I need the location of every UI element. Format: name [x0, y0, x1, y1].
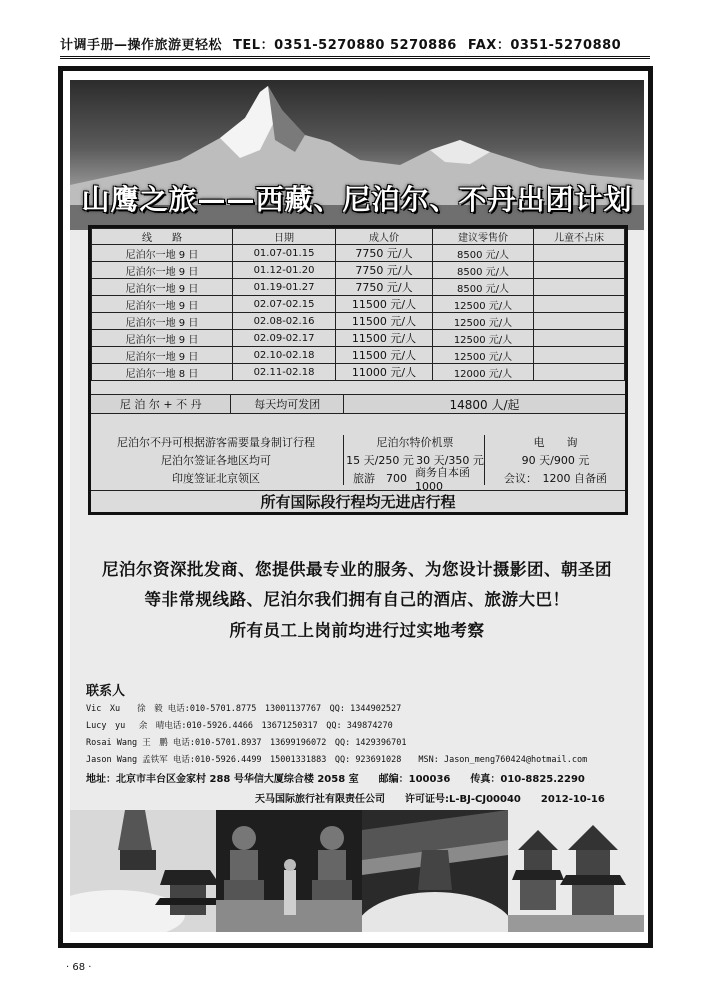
col-header-date: 日期: [233, 229, 336, 245]
schedule-row: [92, 279, 625, 296]
temple-square-photo: [508, 810, 644, 932]
date-cell: 02.09-02.17: [233, 330, 336, 347]
visa-c2-r1: 尼泊尔特价机票: [376, 436, 454, 449]
adult-price-cell: 11500 元/人: [336, 330, 433, 347]
company-line: 天马国际旅行社有限责任公司 许可证号:L-BJ-CJ00040 2012-10-16: [255, 794, 605, 805]
visa-c1-r3: 印度签证北京领区: [172, 472, 260, 485]
col-header-adult-price: 成人价: [336, 229, 433, 245]
no-shopping-note: 所有国际段行程均无进店行程: [91, 490, 625, 513]
visa-c4-r3: 会议： 1200 自备函: [504, 472, 607, 485]
schedule-row: [92, 245, 625, 262]
contact-person: Rosai Wang 王 鹏 电话:010-5701.8937 13699196072 QQ: 1429396701: [86, 738, 407, 748]
visa-col-4: [486, 433, 625, 487]
adult-price-cell: 11500 元/人: [336, 296, 433, 313]
promo-line-3: 所有员工上岗前均进行过实地考察: [229, 621, 485, 640]
page-header: [60, 34, 650, 59]
adult-price-cell: 11500 元/人: [336, 347, 433, 364]
retail-price-cell: 8500 元/人: [433, 245, 534, 262]
visa-section: [91, 433, 625, 493]
date-cell: 02.10-02.18: [233, 347, 336, 364]
adult-price-cell: 11000 元/人: [336, 364, 433, 381]
route-cell: 尼泊尔一地 8 日: [92, 364, 233, 381]
header-tel: TEL：0351-5270880 5270886: [233, 38, 457, 53]
contact-person: Jason Wang 孟铁军 电话:010-5926.4499 15001331883 QQ: 923691028 MSN: Jason_meng760424@hotmail.com: [86, 755, 588, 765]
visa-c1-r2: 尼泊尔签证各地区均可: [161, 454, 271, 467]
stupa-photo: [70, 810, 216, 932]
visa-col-3: [415, 433, 485, 493]
schedule-header-row: [92, 229, 625, 245]
prayer-wheels-photo: [362, 810, 508, 932]
page-number: · 68 ·: [66, 962, 92, 973]
schedule-row: [92, 296, 625, 313]
child-price-cell: [534, 364, 625, 381]
ad-panel: [70, 80, 644, 932]
col-header-child-price: 儿童不占床: [534, 229, 625, 245]
child-price-cell: [534, 296, 625, 313]
retail-price-cell: 8500 元/人: [433, 262, 534, 279]
schedule-row: [92, 313, 625, 330]
col-header-retail-price: 建议零售价: [433, 229, 534, 245]
visa-c1-r1: 尼泊尔不丹可根据游客需要量身制订行程: [117, 436, 315, 449]
route-cell: 尼泊尔一地 9 日: [92, 245, 233, 262]
date-cell: 02.07-02.15: [233, 296, 336, 313]
child-price-cell: [534, 330, 625, 347]
adult-price-cell: 7750 元/人: [336, 262, 433, 279]
date-cell: 01.12-01.20: [233, 262, 336, 279]
header-fax: FAX：0351-5270880: [467, 38, 622, 53]
hero-banner: [70, 80, 644, 230]
retail-price-cell: 8500 元/人: [433, 279, 534, 296]
col-header-route: 线 路: [92, 229, 233, 245]
adult-price-cell: 7750 元/人: [336, 279, 433, 296]
child-price-cell: [534, 279, 625, 296]
visa-c4-r1: 电 询: [533, 436, 578, 449]
header-slogan: 计调手册—操作旅游更轻松: [60, 38, 223, 53]
contact-person: Lucy yu 余 晴电话:010-5926.4466 13671250317 QQ: 349874270: [86, 721, 393, 731]
retail-price-cell: 12500 元/人: [433, 347, 534, 364]
visa-c3-r3: 商务自本函 1000: [415, 465, 481, 493]
schedule-row: [92, 330, 625, 347]
child-price-cell: [534, 347, 625, 364]
schedule-box: [88, 225, 628, 515]
route-cell: 尼泊尔一地 9 日: [92, 347, 233, 364]
visa-divider: [343, 435, 344, 485]
retail-price-cell: 12500 元/人: [433, 296, 534, 313]
route-cell: 尼泊尔一地 9 日: [92, 330, 233, 347]
guardian-statues-photo: [216, 810, 362, 932]
route-cell: 尼泊尔一地 9 日: [92, 313, 233, 330]
retail-price-cell: 12500 元/人: [433, 330, 534, 347]
route-cell: 尼泊尔一地 9 日: [92, 262, 233, 279]
contact-person: Vic Xu 徐 毅 电话:010-5701.8775 13001137767 QQ: 1344902527: [86, 704, 402, 714]
child-price-cell: [534, 313, 625, 330]
retail-price-cell: 12000 元/人: [433, 364, 534, 381]
visa-c3-r1: [415, 433, 485, 451]
photo-strip: [70, 810, 644, 932]
address-line: 地址：北京市丰台区金家村 288 号华信大厦综合楼 2058 室 邮编：100036 传真：010-8825.2290: [86, 774, 585, 785]
combo-price: 14800 人/起: [449, 397, 520, 412]
schedule-table: [91, 228, 625, 381]
visa-c3-r2: 30 天/350 元: [416, 454, 484, 467]
date-cell: 02.11-02.18: [233, 364, 336, 381]
adult-price-cell: 11500 元/人: [336, 313, 433, 330]
combo-row: [91, 394, 625, 414]
visa-c2-r2: 15 天/250 元: [346, 454, 414, 467]
combo-route: 尼 泊 尔 + 不 丹: [91, 395, 231, 413]
retail-price-cell: 12500 元/人: [433, 313, 534, 330]
promo-line-2: 等非常规线路、尼泊尔我们拥有自己的酒店、旅游大巴！: [144, 590, 570, 609]
promo-line-1: 尼泊尔资深批发商、您提供最专业的服务、为您设计摄影团、朝圣团: [102, 560, 612, 579]
adult-price-cell: 7750 元/人: [336, 245, 433, 262]
child-price-cell: [534, 262, 625, 279]
date-cell: 01.19-01.27: [233, 279, 336, 296]
visa-col-1: [91, 433, 341, 487]
combo-note: 每天均可发团: [231, 395, 344, 413]
schedule-row: [92, 364, 625, 381]
visa-c4-r2: 90 天/900 元: [521, 454, 590, 467]
date-cell: 02.08-02.16: [233, 313, 336, 330]
route-cell: 尼泊尔一地 9 日: [92, 296, 233, 313]
route-cell: 尼泊尔一地 9 日: [92, 279, 233, 296]
date-cell: 01.07-01.15: [233, 245, 336, 262]
schedule-row: [92, 347, 625, 364]
hero-title: 山鹰之旅——西藏、尼泊尔、不丹出团计划: [81, 183, 633, 216]
schedule-row: [92, 262, 625, 279]
child-price-cell: [534, 245, 625, 262]
visa-c2-r3: 旅游 700: [353, 472, 407, 485]
contacts-title: 联系人: [86, 684, 126, 699]
